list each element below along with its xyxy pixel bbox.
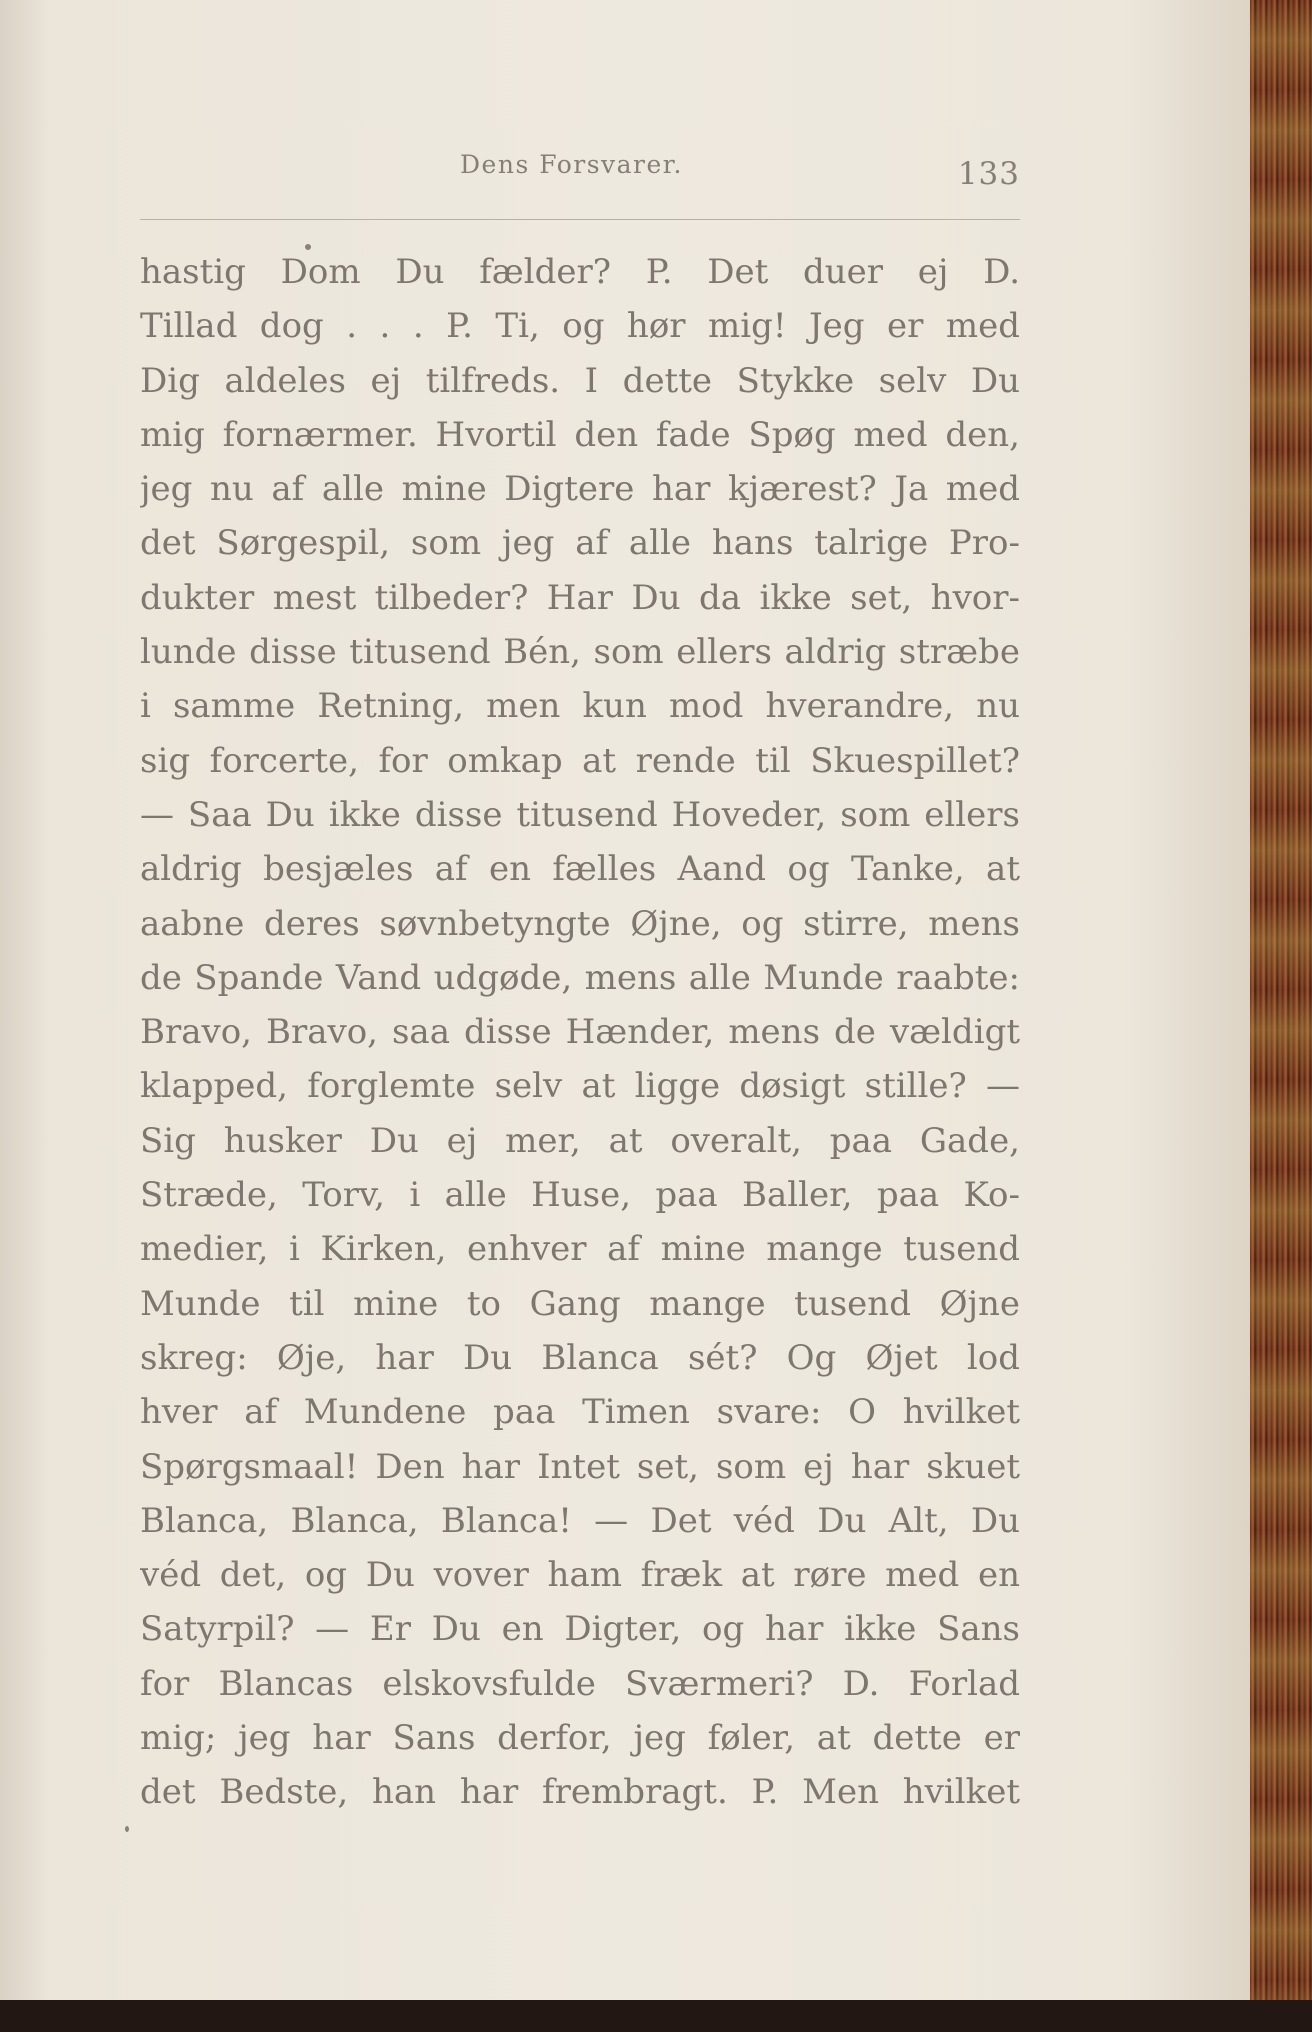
page-bottom-shadow [0, 2000, 1312, 2032]
text-line: skreg: Øje, har Du Blanca sét? Og Øjet lod [140, 1337, 1020, 1378]
text-line: Sig husker Du ej mer, at overalt, paa Gade, [140, 1120, 1020, 1161]
running-head: Dens Forsvarer. [460, 150, 683, 179]
text-line: mig; jeg har Sans derfor, jeg føler, at dette er [140, 1718, 1020, 1759]
text-line: lunde disse titusend Bén, som ellers aldrig stræbe [140, 632, 1020, 673]
text-line: Tillad dog . . . P. Ti, og hør mig! Jeg er med [140, 306, 1020, 347]
text-line: for Blancas elskovsfulde Sværmeri? D. Forlad [140, 1663, 1020, 1704]
text-line: medier, i Kirken, enhver af mine mange tusend [140, 1229, 1020, 1270]
text-line: Spørgsmaal! Den har Intet set, som ej har skuet [140, 1446, 1020, 1487]
text-line: klapped, forglemte selv at ligge døsigt stille? — [140, 1066, 1020, 1107]
text-line: Dig aldeles ej tilfreds. I dette Stykke selv Du [140, 360, 1020, 401]
gilt-texture [1250, 0, 1312, 2000]
text-line: det Sørgespil, som jeg af alle hans talrige Pro- [140, 523, 1020, 564]
text-line: de Spande Vand udgøde, mens alle Munde raabte: [140, 957, 1020, 998]
text-line: aldrig besjæles af en fælles Aand og Tanke, at [140, 849, 1020, 890]
text-line: véd det, og Du vover ham fræk at røre med en [140, 1555, 1020, 1596]
page-number: 133 [957, 156, 1020, 192]
ink-speck [305, 244, 311, 250]
ink-speck [125, 1826, 129, 1832]
text-line: Stræde, Torv, i alle Huse, paa Baller, paa Ko- [140, 1175, 1020, 1216]
text-line: mig fornærmer. Hvortil den fade Spøg med den, [140, 414, 1020, 455]
text-line: Munde til mine to Gang mange tusend Øjne [140, 1283, 1020, 1324]
text-line: det Bedste, han har frembragt. P. Men hvilket [140, 1772, 1020, 1813]
text-line: Bravo, Bravo, saa disse Hænder, mens de vældigt [140, 1012, 1020, 1053]
page-header [140, 150, 1020, 200]
text-line: hver af Mundene paa Timen svare: O hvilket [140, 1392, 1020, 1433]
book-fore-edge [1250, 0, 1312, 2000]
text-line: sig forcerte, for omkap at rende til Skuespillet? [140, 740, 1020, 781]
text-line: dukter mest tilbeder? Har Du da ikke set, hvor- [140, 577, 1020, 618]
text-line: aabne deres søvnbetyngte Øjne, og stirre, mens [140, 903, 1020, 944]
text-line: hastig Dom Du fælder? P. Det duer ej D. [140, 252, 1020, 292]
text-line: Blanca, Blanca, Blanca! — Det véd Du Alt, Du [140, 1500, 1020, 1541]
text-line: i samme Retning, men kun mod hverandre, nu [140, 686, 1020, 727]
text-line: — Saa Du ikke disse titusend Hoveder, som ellers [140, 794, 1020, 835]
text-line: jeg nu af alle mine Digtere har kjærest? Ja med [140, 469, 1020, 510]
body-text [140, 245, 1020, 1820]
text-line: Satyrpil? — Er Du en Digter, og har ikke Sans [140, 1609, 1020, 1650]
header-rule [140, 219, 1020, 220]
